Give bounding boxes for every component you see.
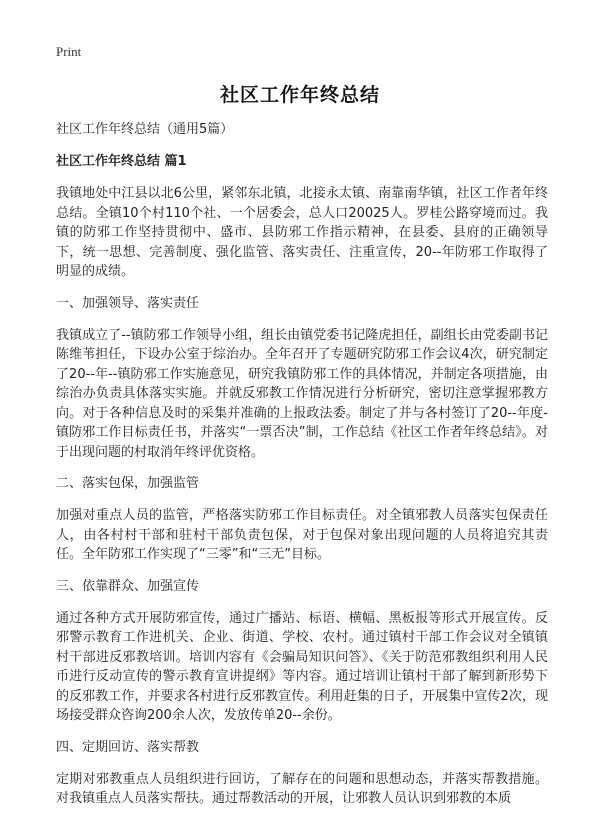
section-body-4: 定期对邪教重点人员组织进行回访，了解存在的问题和思想动态，并落实帮教措施。对我镇重点人员落实帮扶。通过帮教活动的开展，让邪教人员认识到邪教的本质 [56,771,548,806]
print-label[interactable]: Print [56,44,82,59]
piece-heading: 社区工作年终总结 篇1 [56,154,187,169]
section-heading-3: 三、依靠群众、加强宣传 [56,578,200,594]
document-title: 社区工作年终总结 [219,84,380,106]
section-body-3: 通过各种方式开展防邪宣传，通过广播站、标语、横幅、黑板报等形式开展宣传。反邪警示教育工作进机关、企业、街道、学校、农村。通过镇村干部工作会议对全镇镇村干部进反邪教培训。培训内容有《会骗局知识问答》、《关于防范邪教组织利用人民币进行反动宣传的警示教育宣讲提纲》等内容。通过培训让镇村干部了解到新形势下的反邪教工作，并要求各村进行反邪教宣传。利用赶集的日子，开展集中宣传2次，现场接受群众咨询200余人次，发放传单20--余份。 [56,610,548,723]
intro-paragraph: 我镇地处中江县以北6公里，紧邻东北镇，北接永太镇、南靠南华镇，社区工作者年终总结。全镇10个村110个社、一个居委会，总人口20025人。罗桂公路穿境而过。我镇的防邪工作坚持贯彻中、盛市、县防邪工作指示精神，在县委、县府的正确领导下，统一思想、完善制度、强化监管、落实责任、注重宣传，20--年防邪工作取得了明显的成绩。 [56,186,548,279]
section-heading-1: 一、加强领导、落实责任 [56,295,200,311]
document-body [56,120,548,821]
section-heading-2: 二、落实包保，加强监管 [56,476,200,491]
section-heading-4: 四、定期回访、落实帮教 [56,739,200,755]
document-subtitle: 社区工作年终总结（通用5篇） [56,122,234,137]
section-body-2: 加强对重点人员的监管，严格落实防邪工作目标责任。对全镇邪教人员落实包保责任人，由各村村干部和驻村干部负责包保，对于包保对象出现问题的人员将追究其责任。全年防邪工作实现了“三零”和“三无”目标。 [56,508,548,562]
section-body-1: 我镇成立了--镇防邪工作领导小组，组长由镇党委书记隆虎担任，副组长由党委副书记陈维苇担任，下设办公室于综治办。全年召开了专题研究防邪工作会议4次，研究制定了20--年--镇防邪工作实施意见，研究我镇防邪工作的具体情况，并制定各项措施，由综治办负责具体落实实施。并就反邪教工作情况进行分析研究，密切注意掌握邪教方向。对于各种信息及时的采集并准确的上报政法委。制定了并与各村签订了20--年度-镇防邪工作目标责任书，并落实“一票否决”制，工作总结《社区工作者年终总结》。对于出现问题的村取消年终评优资格。 [56,327,548,460]
